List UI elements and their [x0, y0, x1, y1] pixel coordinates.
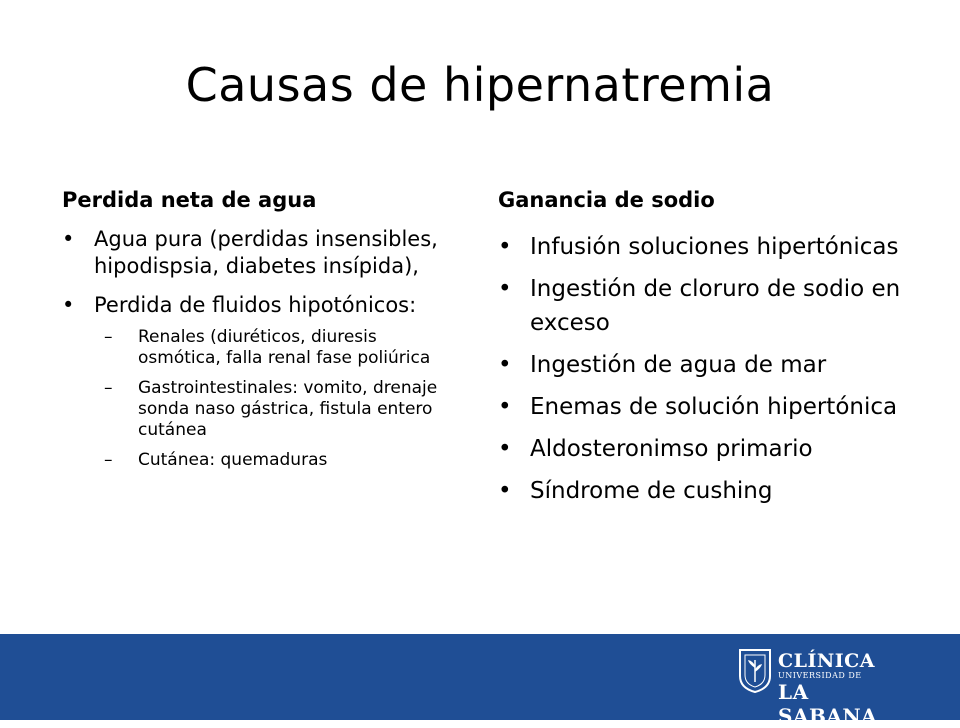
list-item: [62, 292, 462, 471]
dash-icon: –: [104, 450, 113, 470]
bullet-icon: •: [62, 293, 75, 317]
sub-list-item-text: Gastrointestinales: vomito, drenaje sonda naso gástrica, fistula entero cutánea: [138, 378, 438, 440]
left-heading: Perdida neta de agua: [62, 188, 317, 212]
shield-icon: [738, 648, 772, 694]
list-item-text: Agua pura (perdidas insensibles, hipodispsia, diabetes insípida),: [94, 227, 438, 278]
bullet-icon: •: [62, 227, 75, 251]
right-heading: Ganancia de sodio: [498, 188, 715, 212]
sub-list-item: [94, 378, 462, 441]
logo-line3: LA SABANA: [778, 680, 878, 728]
sub-list-item: [94, 450, 462, 471]
left-column: [62, 188, 462, 483]
list-item-text: Ingestión de agua de mar: [530, 352, 827, 378]
logo-line2: UNIVERSIDAD DE: [778, 671, 862, 680]
dash-icon: –: [104, 378, 113, 398]
list-item-text: Síndrome de cushing: [530, 478, 773, 504]
bullet-icon: •: [498, 478, 512, 504]
sub-list-item-text: Cutánea: quemaduras: [138, 450, 328, 470]
right-column: [498, 188, 918, 516]
sub-list: [94, 327, 462, 471]
list-item-text: Perdida de fluidos hipotónicos:: [94, 293, 417, 317]
bullet-icon: •: [498, 352, 512, 378]
list-item: [498, 230, 918, 264]
dash-icon: –: [104, 327, 113, 347]
bullet-icon: •: [498, 436, 512, 462]
list-item: [62, 226, 462, 280]
bullet-icon: •: [498, 276, 512, 302]
list-item: [498, 432, 918, 466]
list-item: [498, 390, 918, 424]
clinic-logo: [712, 640, 902, 728]
bullet-icon: •: [498, 234, 512, 260]
list-item: [498, 474, 918, 508]
sub-list-item: [94, 327, 462, 369]
list-item-text: Aldosteronimso primario: [530, 436, 813, 462]
list-item-text: Ingestión de cloruro de sodio en exceso: [530, 276, 901, 336]
logo-line1: CLÍNICA: [778, 650, 875, 672]
list-item: [498, 272, 918, 340]
sub-list-item-text: Renales (diuréticos, diuresis osmótica, falla renal fase poliúrica: [138, 327, 431, 368]
list-item: [498, 348, 918, 382]
list-item-text: Enemas de solución hipertónica: [530, 394, 898, 420]
left-list: [62, 226, 462, 471]
right-list: [498, 230, 918, 508]
slide-title: Causas de hipernatremia: [185, 58, 775, 112]
list-item-text: Infusión soluciones hipertónicas: [530, 234, 899, 260]
bullet-icon: •: [498, 394, 512, 420]
